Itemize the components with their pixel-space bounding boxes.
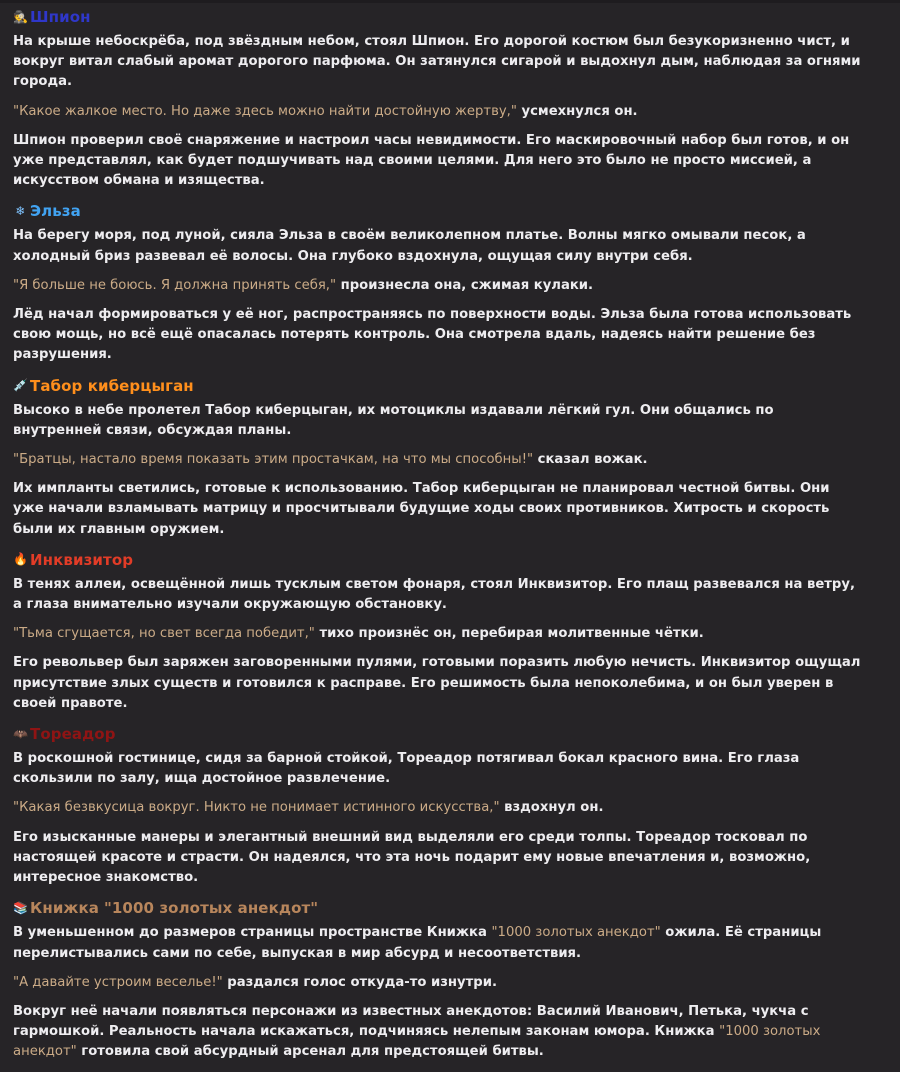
detective-icon: 🕵 bbox=[13, 9, 29, 24]
story-paragraph bbox=[13, 923, 863, 963]
book-title-inline: "1000 золотых анекдот" bbox=[491, 925, 661, 941]
character-name: Эльза bbox=[30, 202, 81, 221]
dialogue-quote: "А давайте устроим веселье!" bbox=[13, 974, 223, 990]
story-paragraph: На берегу моря, под луной, сияла Эльза в своём великолепном платье. Волны мягко омывали песок, а холодный бриз развевал её волосы. Она глубоко вздохнула, ощущая силу внутри себя. bbox=[13, 228, 806, 264]
character-name: Табор киберцыган bbox=[30, 376, 194, 395]
dialogue-quote: "Братцы, настало время показать этим простачкам, на что мы способны!" bbox=[13, 452, 534, 468]
story-paragraph: На крыше небоскрёба, под звёздным небом, стоял Шпион. Его дорогой костюм был безукоризненно чист, и вокруг витал слабый аромат дорогого парфюма. Он затянулся сигарой и выдохнул дым, наблюдая за огнями города. bbox=[13, 34, 861, 90]
character-name: Книжка bbox=[30, 899, 99, 918]
book-title-inline: "1000 золотых анекдот" bbox=[13, 1024, 821, 1060]
dialogue-paragraph bbox=[13, 102, 863, 122]
dialogue-attribution: тихо произнёс он, перебирая молитвенные чётки. bbox=[314, 626, 704, 642]
character-header bbox=[13, 375, 863, 397]
character-section-book bbox=[13, 897, 863, 1062]
dialogue-attribution: усмехнулся он. bbox=[516, 103, 638, 119]
story-paragraph: В тенях аллеи, освещённой лишь тусклым светом фонаря, стоял Инквизитор. Его плащ развевался на ветру, а глаза внимательно изучали окружающую обстановку. bbox=[13, 576, 855, 613]
character-header bbox=[13, 549, 863, 571]
dialogue-attribution: раздался голос откуда-то изнутри. bbox=[222, 974, 497, 990]
character-section-elsa bbox=[13, 200, 863, 365]
character-header bbox=[13, 897, 863, 919]
dialogue-paragraph bbox=[13, 276, 863, 296]
story-paragraph: Высоко в небе пролетел Табор киберцыган, их мотоциклы издавали лёгкий гул. Они общались по внутренней связи, обсуждая планы. bbox=[13, 402, 774, 438]
story-paragraph: В роскошной гостинице, сидя за барной стойкой, Тореадор потягивал бокал красного вина. Его глаза скользили по залу, ища достойное развлечение. bbox=[13, 751, 800, 787]
chat-feed bbox=[13, 6, 863, 1072]
story-paragraph bbox=[13, 1002, 863, 1063]
character-header bbox=[13, 6, 863, 28]
dialogue-quote: "Тьма сгущается, но свет всегда победит," bbox=[13, 626, 315, 642]
story-paragraph: Шпион проверил своё снаряжение и настроил часы невидимости. Его маскировочный набор был готов, и он уже представлял, как будет подшучивать над своими целями. Для него это было не просто миссией, а искусством обмана и изящества. bbox=[13, 132, 850, 189]
dialogue-quote: "Какое жалкое место. Но даже здесь можно найти достойную жертву," bbox=[13, 103, 517, 119]
dialogue-quote: "Я больше не боюсь. Я должна принять себя," bbox=[13, 277, 337, 293]
dialogue-paragraph bbox=[13, 798, 863, 818]
books-icon: 📚 bbox=[13, 900, 29, 915]
dialogue-attribution: вздохнул он. bbox=[499, 800, 604, 816]
story-paragraph: Его изысканные манеры и элегантный внешний вид выделяли его среди толпы. Тореадор тосковал по настоящей красоте и страсти. Он надеялся, что эта ночь подарит ему новые впечатления и, возможно, интересное знакомство. bbox=[13, 829, 811, 886]
character-section-tabor bbox=[13, 375, 863, 540]
character-header bbox=[13, 200, 863, 222]
dialogue-attribution: сказал вожак. bbox=[533, 452, 648, 468]
dialogue-attribution: произнесла она, сжимая кулаки. bbox=[336, 277, 594, 293]
character-header bbox=[13, 723, 863, 745]
dialogue-paragraph bbox=[13, 450, 863, 470]
fire-icon: 🔥 bbox=[13, 552, 29, 567]
dialogue-paragraph bbox=[13, 973, 863, 993]
paragraph-text: Вокруг неё начали появляться персонажи из известных анекдотов: Василий Иванович, Петька, чукча с гармошкой. Реальность начала искажаться, подчиняясь нелепым законам юмора. Книжка bbox=[13, 1003, 809, 1040]
snowflake-icon: ❄ bbox=[15, 203, 26, 218]
story-paragraph: Его револьвер был заряжен заговоренными пулями, готовыми поразить любую нечисть. Инквизитор ощущал присутствие злых существ и готовился к расправе. Его решимость была непоколебима, и он был уверен в своей правоте. bbox=[13, 655, 861, 711]
character-section-toreador bbox=[13, 723, 863, 888]
paragraph-text: В уменьшенном до размеров страницы пространстве Книжка bbox=[13, 925, 492, 941]
story-paragraph: Лёд начал формироваться у её ног, распространяясь по поверхности воды. Эльза была готова использовать свою мощь, но всё ещё опасалась потерять контроль. Она смотрела вдаль, надеясь найти решение без разрушения. bbox=[13, 307, 852, 363]
character-name: Инквизитор bbox=[30, 550, 134, 569]
dialogue-quote: "Какая безвкусица вокруг. Никто не понимает истинного искусства," bbox=[13, 800, 500, 816]
book-title: "1000 золотых анекдот" bbox=[103, 899, 319, 918]
syringe-icon: 💉 bbox=[13, 378, 29, 393]
character-name: Тореадор bbox=[30, 725, 116, 744]
story-paragraph: Их импланты светились, готовые к использованию. Табор киберцыган не планировал честной битвы. Они уже начали взламывать матрицу и просчитывали будущие ходы своих противников. Хитрость и скорость были их главным оружием. bbox=[13, 481, 830, 537]
bat-icon: 🦇 bbox=[13, 726, 29, 741]
character-name: Шпион bbox=[30, 8, 91, 26]
top-bar bbox=[0, 0, 900, 3]
character-section-spy bbox=[13, 6, 863, 191]
dialogue-paragraph bbox=[13, 624, 863, 644]
paragraph-text: готовила свой абсурдный арсенал для предстоящей битвы. bbox=[76, 1044, 544, 1060]
paragraph-text: ожила. Её страницы перелистывались сами по себе, выпуская в мир абсурд и несоответствия. bbox=[13, 925, 822, 961]
character-section-inquisitor bbox=[13, 549, 863, 714]
